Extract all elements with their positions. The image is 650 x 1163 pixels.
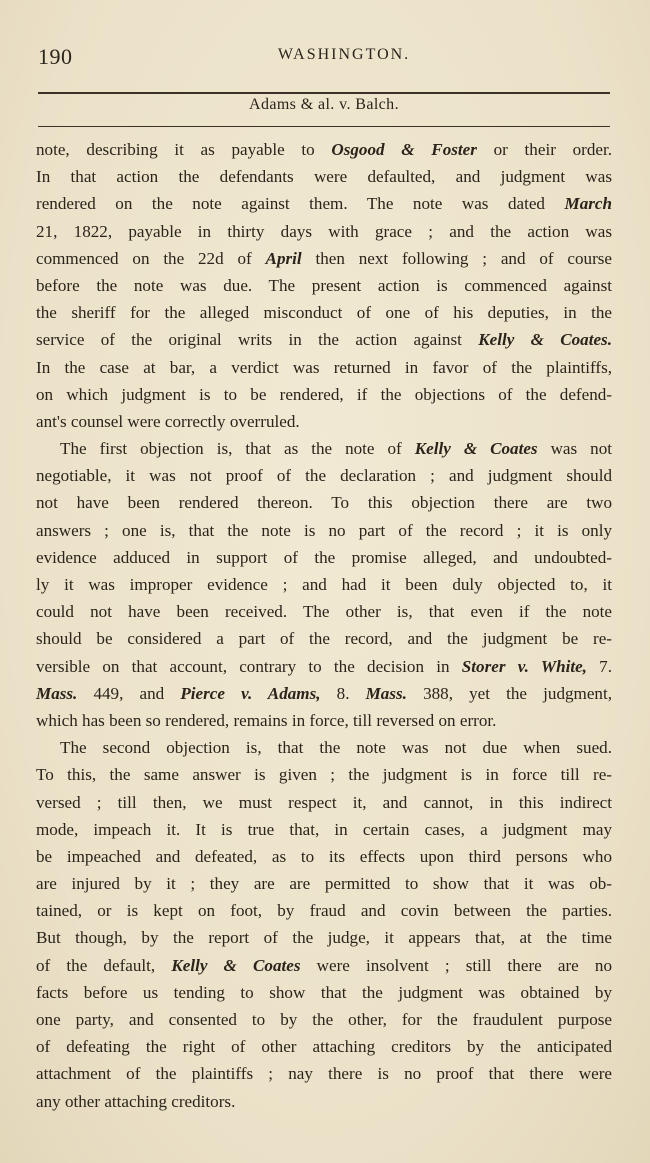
text-line [36, 435, 612, 462]
italic-run: Storer v. White, [461, 656, 587, 676]
text-line [36, 517, 612, 544]
text-run: 7. [586, 656, 612, 676]
text-run: are injured by it ; they are are permitted to show that it was ob- [36, 874, 612, 894]
text-run: any other attaching creditors. [36, 1091, 236, 1111]
text-line [36, 489, 612, 516]
text-line [36, 218, 612, 245]
text-line [36, 707, 612, 734]
text-line [36, 190, 612, 217]
text-line [36, 272, 612, 299]
paragraph [36, 435, 612, 734]
italic-run: Mass. [365, 683, 407, 703]
text-run: could not have been received. The other is, that even if the note [36, 602, 612, 622]
text-run: should be considered a part of the record, and the judgment be re- [36, 629, 612, 649]
text-line [36, 326, 612, 353]
case-title: Adams & al. v. Balch. [248, 96, 399, 113]
text-line [36, 1033, 612, 1060]
text-line [36, 136, 612, 163]
paragraph [36, 734, 612, 1115]
text-run: which has been so rendered, remains in force, till reversed on error. [36, 710, 497, 730]
text-line [36, 598, 612, 625]
text-run: tained, or is kept on foot, by fraud and covin between the parties. [36, 901, 612, 921]
text-run: of defeating the right of other attaching creditors by the anticipated [36, 1037, 612, 1057]
text-run: versible on that account, contrary to the decision in [36, 656, 462, 676]
text-run: negotiable, it was not proof of the declaration ; and judgment should [36, 466, 612, 486]
text-line [36, 734, 612, 761]
text-run: on which judgment is to be rendered, if the objections of the defend- [36, 384, 612, 404]
body-text [36, 136, 612, 1115]
text-line [36, 1060, 612, 1087]
italic-run: Osgood & Foster [331, 140, 477, 159]
text-run: 8. [320, 683, 366, 703]
text-run: was not [537, 439, 613, 459]
text-run: ant's counsel were correctly overruled. [36, 411, 300, 431]
text-line [36, 163, 612, 190]
italic-run: March [564, 194, 612, 214]
text-line [36, 870, 612, 897]
text-line [36, 245, 612, 272]
text-run: attachment of the plaintiffs ; nay there is no proof that there were [36, 1064, 612, 1084]
text-run: commenced on the 22d of [36, 248, 266, 268]
text-run: were insolvent ; still there are no [300, 955, 612, 975]
text-line [36, 979, 612, 1006]
text-run: then next following ; and of course [301, 248, 613, 268]
text-line [36, 924, 612, 951]
text-run: be impeached and defeated, as to its effects upon third persons who [36, 846, 612, 866]
text-line [36, 816, 612, 843]
text-run: But though, by the report of the judge, it appears that, at the time [36, 928, 612, 948]
text-run: To this, the same answer is given ; the judgment is in force till re- [36, 765, 612, 785]
text-line [36, 625, 612, 652]
italic-run: Mass. [36, 683, 78, 703]
text-run: The first objection is, that as the note of [60, 439, 415, 459]
text-line [36, 1006, 612, 1033]
text-run: 388, yet the judgment, [406, 683, 612, 703]
running-head [36, 40, 612, 70]
text-run: not have been rendered thereon. To this objection there are two [36, 493, 612, 513]
italic-run: Pierce v. Adams, [180, 683, 321, 703]
text-run: facts before us tending to show that the judgment was obtained by [36, 982, 612, 1002]
header-rule-bottom [38, 126, 610, 127]
text-line [36, 843, 612, 870]
text-run: In that action the defendants were defaulted, and judgment was [36, 167, 612, 187]
text-run: the sheriff for the alleged misconduct of one of his deputies, in the [36, 303, 612, 323]
text-line [36, 299, 612, 326]
text-run: one party, and consented to by the other, for the fraudulent purpose [36, 1010, 612, 1029]
text-run: versed ; till then, we must respect it, and cannot, in this indirect [36, 792, 612, 812]
text-line [36, 680, 612, 707]
italic-run: Kelly & Coates [171, 955, 301, 975]
italic-run: April [265, 248, 302, 268]
text-run: answers ; one is, that the note is no part of the record ; it is only [36, 520, 612, 540]
text-run: before the note was due. The present action is commenced against [36, 275, 612, 295]
paragraph [36, 136, 612, 435]
text-run: ly it was improper evidence ; and had it been duly objected to, it [36, 575, 612, 594]
header-rule-top [38, 92, 610, 94]
running-title: WASHINGTON. [277, 46, 411, 63]
text-run: service of the original writs in the action against [36, 330, 479, 350]
text-line [36, 897, 612, 924]
text-line [36, 354, 612, 381]
text-line [36, 571, 612, 598]
text-run: or their order. [476, 140, 612, 159]
text-run: of the default, [36, 955, 172, 975]
text-line [36, 381, 612, 408]
text-line [36, 789, 612, 816]
text-line [36, 544, 612, 571]
text-run: mode, impeach it. It is true that, in certain cases, a judgment may [36, 819, 612, 839]
text-line [36, 952, 612, 979]
text-run: evidence adduced in support of the promise alleged, and undoubted- [36, 547, 612, 567]
text-line [36, 462, 612, 489]
text-line [36, 761, 612, 788]
text-run: 449, and [77, 683, 181, 703]
text-run: In the case at bar, a verdict was returned in favor of the plaintiffs, [36, 357, 612, 377]
text-line [36, 1088, 612, 1115]
page-number: 190 [38, 44, 73, 69]
text-run: 21, 1822, payable in thirty days with grace ; and the action was [36, 221, 612, 241]
italic-run: Kelly & Coates [414, 439, 538, 459]
text-run: rendered on the note against them. The note was dated [36, 194, 565, 214]
text-run: The second objection is, that the note was not due when sued. [60, 738, 612, 758]
text-line [36, 408, 612, 435]
text-run: note, describing it as payable to [36, 140, 332, 159]
text-line [36, 653, 612, 680]
italic-run: Kelly & Coates. [478, 330, 612, 350]
